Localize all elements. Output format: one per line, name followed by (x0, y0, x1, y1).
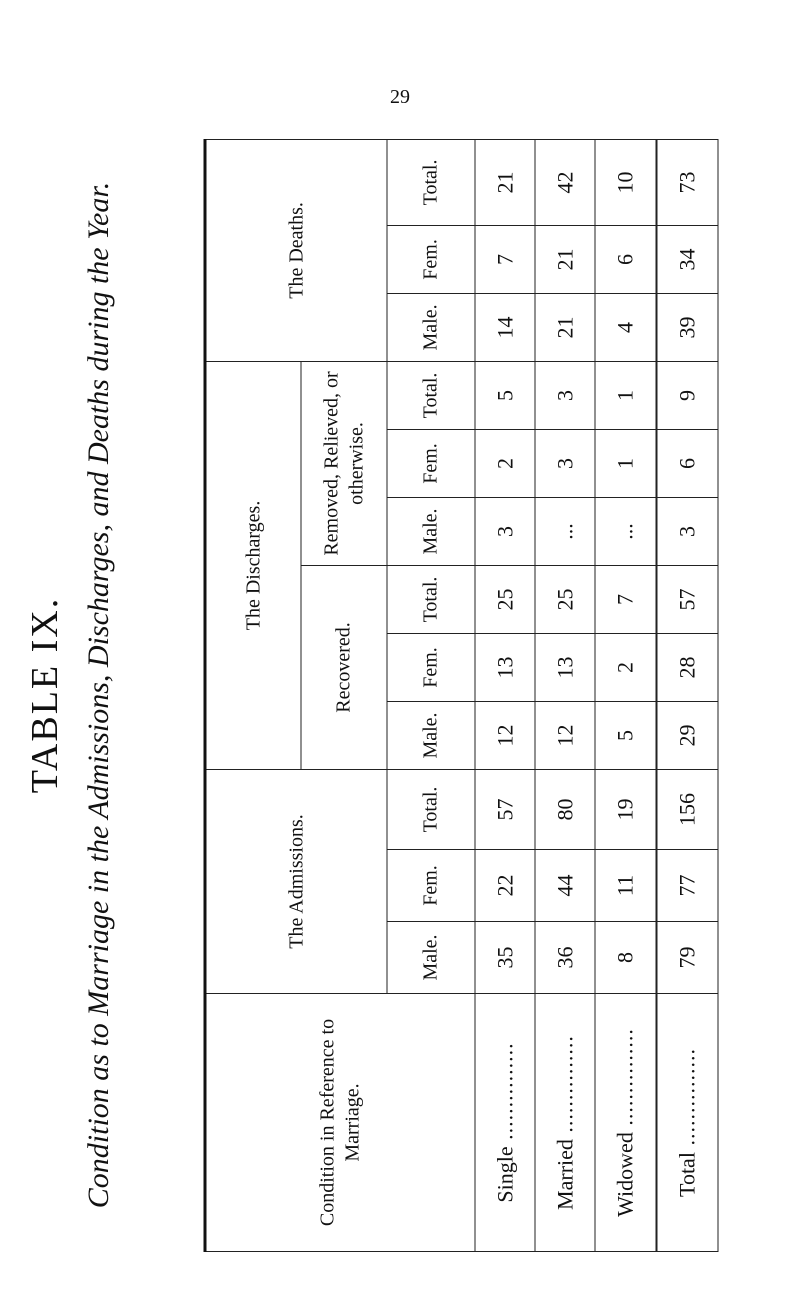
cell-total-adm-fem: 77 (656, 850, 717, 922)
cell-single-rec-fem: 13 (475, 633, 535, 701)
adm-total-header: Total. (387, 769, 475, 849)
row-label-total: Total ..... (674, 1048, 699, 1197)
cell-total-adm-male: 79 (656, 922, 717, 994)
table-container (203, 140, 718, 1252)
deaths-header: The Deaths. (205, 139, 387, 361)
table-row (595, 139, 656, 1251)
cell-total-dth-total: 73 (656, 139, 717, 225)
cell-widowed-rec-fem: 2 (595, 633, 656, 701)
table-title-block (10, 140, 130, 1250)
cell-married-rem-male: ... (535, 497, 595, 565)
rem-fem-header: Fem. (387, 429, 475, 497)
dth-fem-header: Fem. (387, 225, 475, 293)
table-label: TABLE IX. (24, 596, 67, 794)
cell-widowed-rec-male: 5 (595, 701, 656, 769)
adm-fem-header: Fem. (387, 850, 475, 922)
cell-widowed-adm-fem: 11 (595, 850, 656, 922)
table-row (535, 139, 595, 1251)
cell-married-rec-fem: 13 (535, 633, 595, 701)
cell-widowed-rem-fem: 1 (595, 429, 656, 497)
page-number: 29 (390, 86, 410, 108)
rem-total-header: Total. (387, 361, 475, 429)
rem-male-header: Male. (387, 497, 475, 565)
cell-single-adm-male: 35 (475, 922, 535, 994)
rec-male-header: Male. (387, 701, 475, 769)
table-row (475, 139, 535, 1251)
cell-married-dth-fem: 21 (535, 225, 595, 293)
cell-total-rec-total: 57 (656, 565, 717, 633)
dth-total-header: Total. (387, 139, 475, 225)
cell-total-rem-fem: 6 (656, 429, 717, 497)
row-label-single: Single ..... (492, 1042, 517, 1202)
cell-single-adm-total: 57 (475, 769, 535, 849)
dth-male-header: Male. (387, 293, 475, 361)
cell-married-adm-fem: 44 (535, 850, 595, 922)
cell-single-rec-total: 25 (475, 565, 535, 633)
cell-single-rem-fem: 2 (475, 429, 535, 497)
rec-total-header: Total. (387, 565, 475, 633)
cell-married-adm-total: 80 (535, 769, 595, 849)
cell-single-dth-male: 14 (475, 293, 535, 361)
rec-fem-header: Fem. (387, 633, 475, 701)
row-label-married: Married ..... (552, 1035, 577, 1210)
cell-single-adm-fem: 22 (475, 850, 535, 922)
cell-widowed-rem-male: ... (595, 497, 656, 565)
cell-total-dth-fem: 34 (656, 225, 717, 293)
removed-header: Removed, Relieved, or otherwise. (301, 361, 387, 565)
cell-widowed-dth-total: 10 (595, 139, 656, 225)
cell-single-rec-male: 12 (475, 701, 535, 769)
cell-total-adm-total: 156 (656, 769, 717, 849)
cell-widowed-dth-fem: 6 (595, 225, 656, 293)
cell-single-rem-total: 5 (475, 361, 535, 429)
cell-widowed-adm-total: 19 (595, 769, 656, 849)
cell-married-rem-total: 3 (535, 361, 595, 429)
cell-married-dth-male: 21 (535, 293, 595, 361)
recovered-header: Recovered. (301, 565, 387, 769)
cell-married-adm-male: 36 (535, 922, 595, 994)
cell-single-rem-male: 3 (475, 497, 535, 565)
cell-total-rem-total: 9 (656, 361, 717, 429)
cell-married-rec-total: 25 (535, 565, 595, 633)
cell-widowed-adm-male: 8 (595, 922, 656, 994)
cell-married-rem-fem: 3 (535, 429, 595, 497)
cell-total-rec-fem: 28 (656, 633, 717, 701)
admissions-header: The Admissions. (205, 769, 387, 993)
row-label-widowed: Widowed ..... (612, 1028, 637, 1217)
cell-total-rem-male: 3 (656, 497, 717, 565)
cell-widowed-rem-total: 1 (595, 361, 656, 429)
cell-widowed-rec-total: 7 (595, 565, 656, 633)
cell-single-dth-total: 21 (475, 139, 535, 225)
marriage-table (203, 139, 718, 1252)
cell-total-rec-male: 29 (656, 701, 717, 769)
discharges-header: The Discharges. (205, 361, 301, 769)
adm-male-header: Male. (387, 922, 475, 994)
cell-married-rec-male: 12 (535, 701, 595, 769)
cell-married-dth-total: 42 (535, 139, 595, 225)
table-caption: Condition as to Marriage in the Admissions, Discharges, and Deaths during the Year. (81, 181, 115, 1209)
cell-single-dth-fem: 7 (475, 225, 535, 293)
cell-widowed-dth-male: 4 (595, 293, 656, 361)
condition-header: Condition in Reference to Marriage. (205, 994, 475, 1252)
cell-total-dth-male: 39 (656, 293, 717, 361)
table-row-total (656, 139, 717, 1251)
